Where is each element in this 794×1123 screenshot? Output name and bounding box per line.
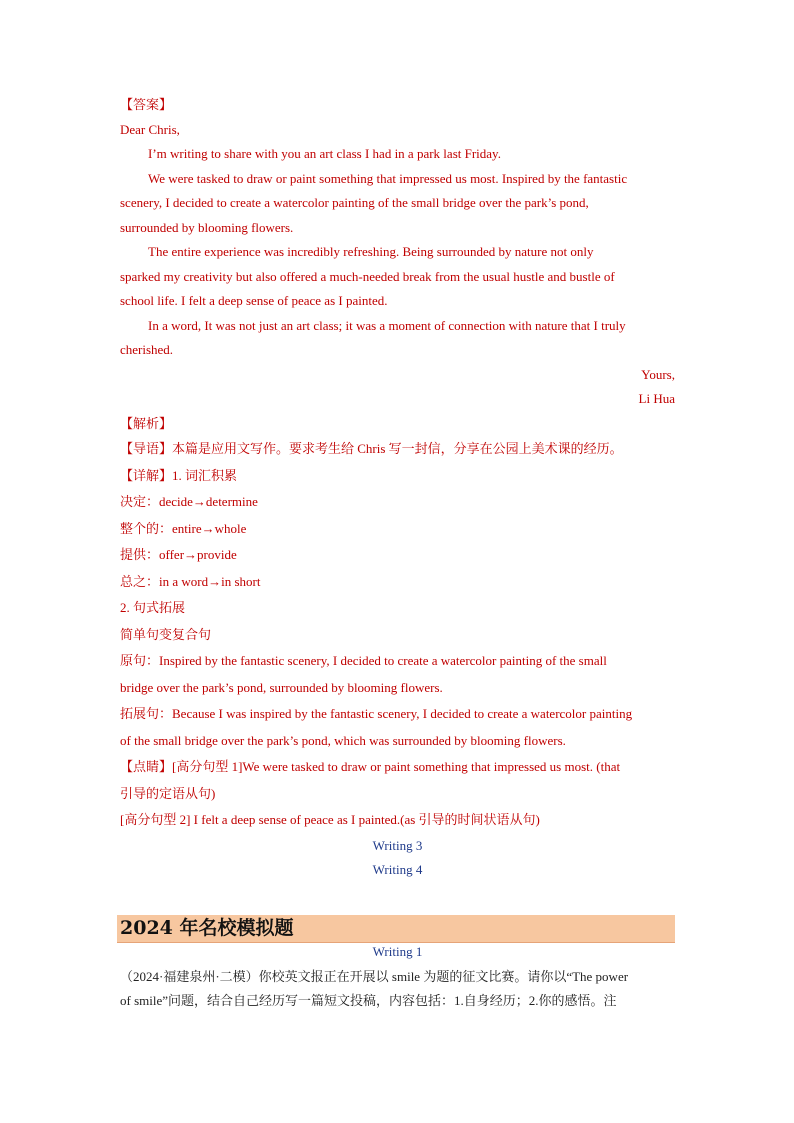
letter-salutation: Dear Chris, [120,121,180,137]
question-line-2: of smile”问题，结合自己经历写一篇短文投稿，内容包括：1.自身经历；2.你的感悟。注 [120,993,617,1008]
letter-paragraph-3-line-1: The entire experience was incredibly refreshing. Being surrounded by nature not only [148,244,594,259]
detail-line [120,463,675,490]
section-title: 2024 年名校模拟题 [120,917,294,939]
vocab-item: 总之：in a word→in short [120,573,261,589]
vocab-item: 整个的：entire→whole [120,520,247,536]
original-sentence-line-1: 原句：Inspired by the fantastic scenery, I decided to create a watercolor painting of the small [120,653,607,668]
letter-paragraph-2-line-1: We were tasked to draw or paint something that impressed us most. Inspired by the fantastic [148,170,628,186]
letter-paragraph-3-line-3: school life. I felt a deep sense of peace as I painted. [120,293,388,308]
detail-text: 1. 词汇积累 [172,467,238,483]
section-2-heading: 2. 句式拓展 [120,600,186,615]
letter-paragraph-1: I’m writing to share with you an art class I had in a park last Friday. [148,146,501,161]
guide-tag: 【导语】 [120,441,173,456]
vocab-item: 提供：offer→provide [120,547,237,562]
highlight-tag: 【点睛】 [120,759,173,774]
vocab-item: 决定：decide→determine [120,494,258,509]
writing-1-link[interactable]: Writing 1 [372,944,423,959]
letter-paragraph-2-line-2: scenery, I decided to create a watercolor painting of the small bridge over the park’s pond, [120,195,589,210]
highlight-line-2: 引导的定语从句) [120,785,216,801]
question-line-1: （2024·福建泉州·二模）你校英文报正在开展以 smile 为题的征文比赛。请你以“The power [120,968,629,984]
highlight-text: [高分句型 1]We were tasked to draw or paint something that impressed us most. (that [172,759,621,774]
original-sentence-line-2: bridge over the park’s pond, surrounded by blooming flowers. [120,679,443,695]
question-block [120,940,675,1014]
extended-sentence-line-1: 拓展句：Because I was inspired by the fantastic scenery, I decided to create a watercolor painting [120,706,633,721]
analysis-header: 【解析】 [120,415,173,431]
letter-signature: Li Hua [638,391,675,406]
letter-closing: Yours, [641,366,675,382]
extended-sentence-line-2: of the small bridge over the park’s pond, which was surrounded by blooming flowers. [120,732,566,748]
writing-4-link[interactable]: Writing 4 [372,862,423,877]
detail-tag: 【详解】 [120,467,173,483]
section-2-subheading: 简单句变复合句 [120,626,212,642]
guide-text: 本篇是应用文写作。要求考生给 Chris 写一封信，分享在公园上美术课的经历。 [172,441,623,456]
writing-3-link[interactable]: Writing 3 [372,837,423,853]
letter-paragraph-3-line-2: sparked my creativity but also offered a much-needed break from the usual hustle and bustle of [120,268,615,284]
guide-line [120,436,675,463]
letter-paragraph-4-line-2: cherished. [120,342,174,357]
letter-paragraph-4-line-1: In a word, It was not just an art class; it was a moment of connection with nature that I truly [148,317,626,333]
letter-paragraph-2-line-3: surrounded by blooming flowers. [120,219,294,235]
answer-header: 【答案】 [120,97,173,112]
highlight-line-1 [120,754,675,781]
answer-block [120,93,675,883]
highlight-line-3: [高分句型 2] I felt a deep sense of peace as I painted.(as 引导的时间状语从句) [120,812,540,827]
